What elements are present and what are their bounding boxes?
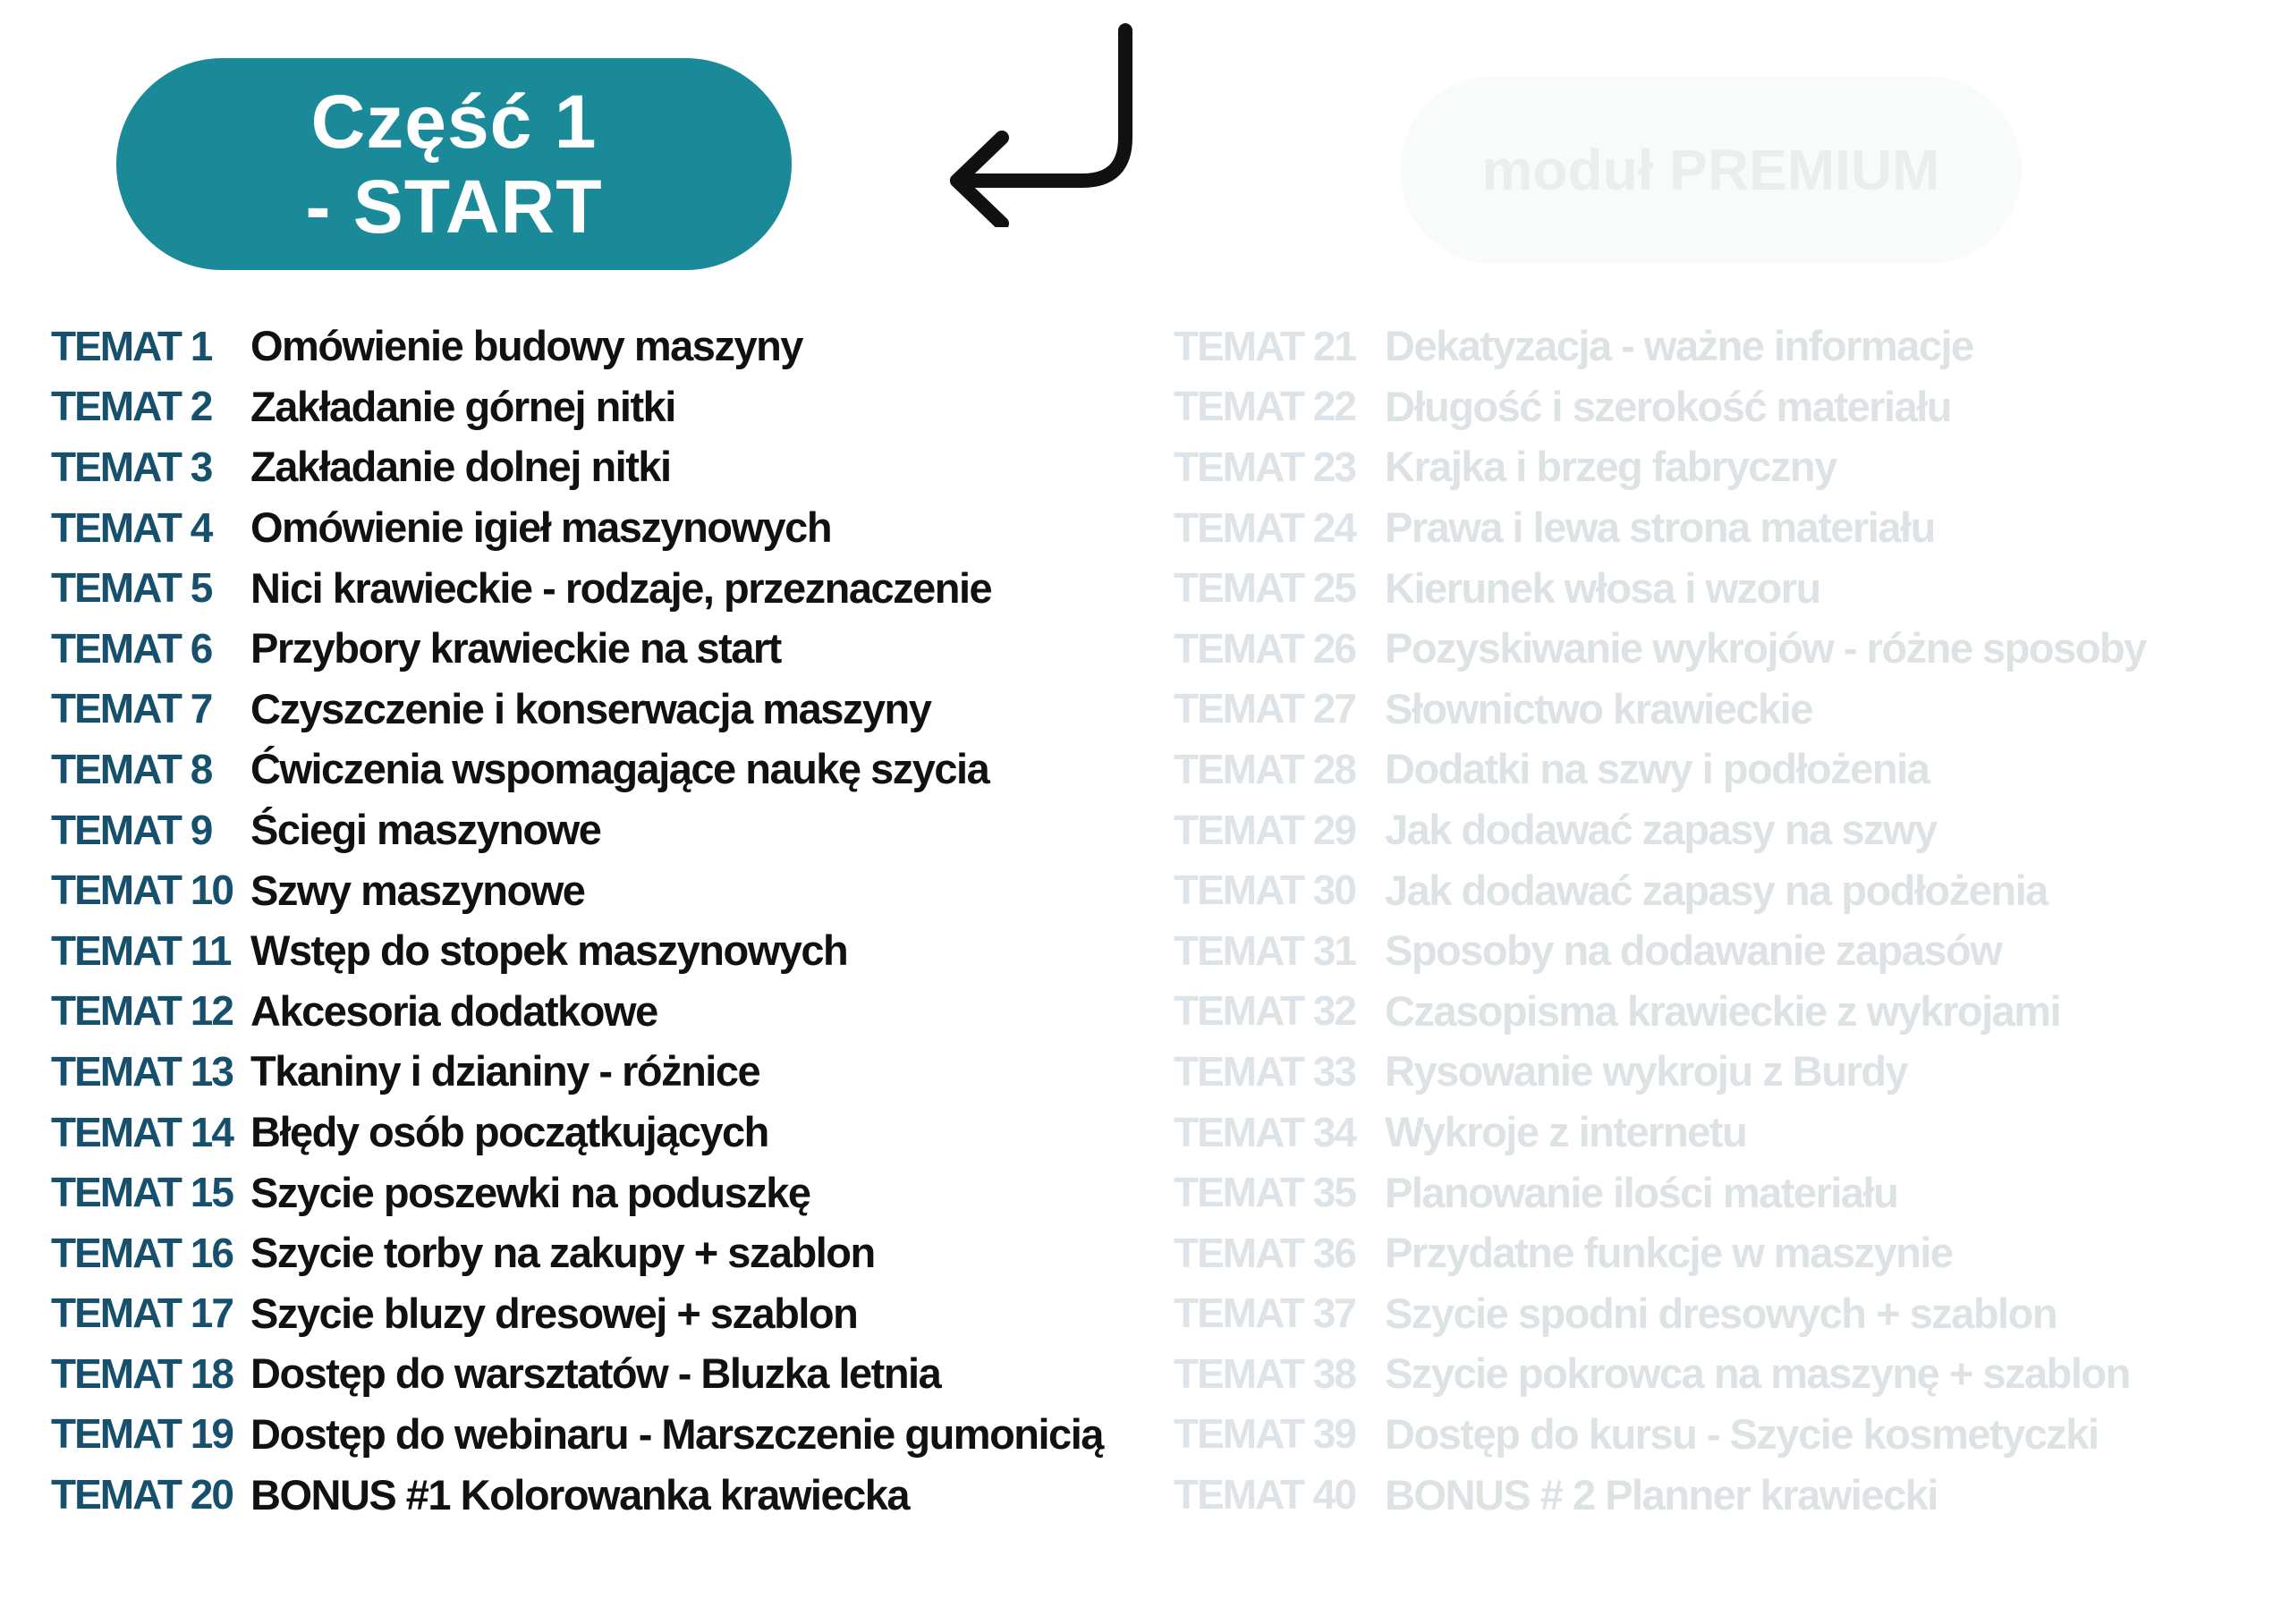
topic-title: Krajka i brzeg fabryczny: [1385, 443, 1836, 491]
topic-title: Czasopisma krawieckie z wykrojami: [1385, 986, 2061, 1035]
topic-number: TEMAT 2: [51, 383, 212, 430]
topic-row: [51, 679, 1103, 740]
topic-title: Pozyskiwanie wykrojów - różne sposoby: [1385, 624, 2146, 672]
topic-number: TEMAT 19: [51, 1410, 233, 1458]
topic-number: TEMAT 8: [51, 745, 212, 792]
topic-title: Sposoby na dodawanie zapasów: [1385, 926, 2002, 975]
topic-title: Przybory krawieckie na start: [250, 624, 781, 672]
topic-row: [1174, 739, 2146, 799]
topic-title: Szycie bluzy dresowej + szablon: [250, 1289, 858, 1337]
topic-number: TEMAT 23: [1174, 443, 1355, 490]
topic-number: TEMAT 17: [51, 1290, 233, 1337]
topic-number: TEMAT 34: [1174, 1108, 1355, 1155]
topic-row: [1174, 1041, 2146, 1102]
topic-number: TEMAT 24: [1174, 503, 1355, 551]
topic-number: TEMAT 13: [51, 1047, 233, 1095]
topic-number: TEMAT 40: [1174, 1471, 1355, 1518]
topic-number: TEMAT 27: [1174, 685, 1355, 732]
topic-number: TEMAT 7: [51, 685, 212, 732]
topic-number: TEMAT 12: [51, 987, 233, 1035]
topic-title: Dodatki na szwy i podłożenia: [1385, 745, 1930, 793]
topic-title: Błędy osób początkujących: [250, 1108, 768, 1156]
topic-row: [1174, 557, 2146, 618]
topic-row: [51, 1343, 1103, 1404]
topic-row: [1174, 618, 2146, 679]
topic-title: Planowanie ilości materiału: [1385, 1168, 1898, 1216]
topic-number: TEMAT 14: [51, 1108, 233, 1155]
topic-row: [51, 1041, 1103, 1102]
topic-title: Dostęp do kursu - Szycie kosmetyczki: [1385, 1409, 2099, 1458]
topic-title: Omówienie igieł maszynowych: [250, 503, 832, 552]
topic-number: TEMAT 26: [1174, 624, 1355, 672]
part1-badge: [116, 58, 792, 270]
topic-row: [1174, 679, 2146, 740]
topic-row: [1174, 1102, 2146, 1163]
topic-title: Szycie pokrowca na maszynę + szablon: [1385, 1349, 2130, 1398]
topic-title: Akcesoria dodatkowe: [250, 986, 657, 1035]
topic-title: Czyszczenie i konserwacja maszyny: [250, 684, 931, 732]
topic-number: TEMAT 10: [51, 867, 233, 914]
topic-row: [51, 618, 1103, 679]
part1-badge-line2: - START: [305, 164, 603, 249]
topic-number: TEMAT 39: [1174, 1410, 1355, 1458]
topic-number: TEMAT 15: [51, 1169, 233, 1216]
return-arrow-icon: [930, 21, 1145, 227]
topic-number: TEMAT 6: [51, 624, 212, 672]
topic-number: TEMAT 30: [1174, 867, 1355, 914]
topic-number: TEMAT 5: [51, 564, 212, 612]
topic-row: [51, 557, 1103, 618]
topic-title: Dostęp do webinaru - Marszczenie gumonicią: [250, 1409, 1103, 1458]
topic-title: Szwy maszynowe: [250, 866, 585, 914]
topic-number: TEMAT 22: [1174, 383, 1355, 430]
topic-row: [51, 376, 1103, 437]
topic-number: TEMAT 21: [1174, 322, 1355, 369]
part1-topic-list: [51, 316, 1103, 1525]
topic-title: Słownictwo krawieckie: [1385, 684, 1812, 732]
topic-row: [51, 436, 1103, 497]
topic-title: Przydatne funkcje w maszynie: [1385, 1229, 1953, 1277]
topic-number: TEMAT 32: [1174, 987, 1355, 1035]
topic-number: TEMAT 28: [1174, 745, 1355, 792]
topic-row: [1174, 497, 2146, 558]
topic-title: Wstęp do stopek maszynowych: [250, 926, 848, 975]
topic-title: Ćwiczenia wspomagające naukę szycia: [250, 745, 989, 793]
topic-row: [51, 1162, 1103, 1222]
topic-row: [51, 497, 1103, 558]
topic-title: Jak dodawać zapasy na szwy: [1385, 806, 1937, 854]
topic-row: [1174, 1222, 2146, 1283]
topic-row: [1174, 436, 2146, 497]
topic-number: TEMAT 37: [1174, 1290, 1355, 1337]
topic-number: TEMAT 29: [1174, 806, 1355, 853]
topic-title: Rysowanie wykroju z Burdy: [1385, 1047, 1908, 1095]
topic-row: [51, 799, 1103, 860]
topic-row: [51, 1222, 1103, 1283]
topic-number: TEMAT 1: [51, 322, 212, 369]
topic-number: TEMAT 20: [51, 1471, 233, 1518]
topic-title: Prawa i lewa strona materiału: [1385, 503, 1935, 552]
topic-row: [1174, 1343, 2146, 1404]
topic-title: BONUS # 2 Planner krawiecki: [1385, 1470, 1938, 1518]
topic-row: [1174, 1283, 2146, 1344]
topic-number: TEMAT 33: [1174, 1047, 1355, 1095]
premium-badge: [1400, 76, 2022, 264]
topic-number: TEMAT 18: [51, 1349, 233, 1397]
topic-title: Szycie poszewki na poduszkę: [250, 1168, 810, 1216]
topic-title: Zakładanie dolnej nitki: [250, 443, 671, 491]
topic-row: [51, 1102, 1103, 1163]
topic-row: [51, 981, 1103, 1042]
topic-row: [51, 859, 1103, 920]
premium-topic-list: [1174, 316, 2146, 1525]
part1-badge-line1: Część 1: [310, 80, 598, 165]
topic-number: TEMAT 35: [1174, 1169, 1355, 1216]
topic-title: Dostęp do warsztatów - Bluzka letnia: [250, 1349, 941, 1398]
topic-number: TEMAT 31: [1174, 926, 1355, 974]
topic-number: TEMAT 38: [1174, 1349, 1355, 1397]
topic-number: TEMAT 3: [51, 443, 212, 490]
topic-row: [51, 1404, 1103, 1465]
topic-row: [1174, 1464, 2146, 1525]
topic-number: TEMAT 9: [51, 806, 212, 853]
topic-row: [1174, 316, 2146, 376]
topic-row: [1174, 1162, 2146, 1222]
premium-badge-label: moduł PREMIUM: [1481, 138, 1940, 202]
topic-title: BONUS #1 Kolorowanka krawiecka: [250, 1470, 910, 1518]
topic-title: Kierunek włosa i wzoru: [1385, 563, 1820, 612]
topic-number: TEMAT 4: [51, 503, 212, 551]
topic-row: [51, 316, 1103, 376]
topic-title: Jak dodawać zapasy na podłożenia: [1385, 866, 2048, 914]
topic-row: [1174, 981, 2146, 1042]
topic-number: TEMAT 36: [1174, 1229, 1355, 1276]
topic-title: Ściegi maszynowe: [250, 806, 601, 854]
topic-title: Dekatyzacja - ważne informacje: [1385, 322, 1973, 370]
topic-row: [1174, 799, 2146, 860]
topic-title: Wykroje z internetu: [1385, 1108, 1747, 1156]
topic-title: Omówienie budowy maszyny: [250, 322, 802, 370]
topic-title: Szycie spodni dresowych + szablon: [1385, 1289, 2057, 1337]
topic-title: Długość i szerokość materiału: [1385, 382, 1952, 430]
topic-title: Tkaniny i dzianiny - różnice: [250, 1047, 760, 1095]
topic-row: [1174, 376, 2146, 437]
topic-row: [1174, 920, 2146, 981]
topic-row: [51, 920, 1103, 981]
topic-row: [1174, 859, 2146, 920]
topic-title: Szycie torby na zakupy + szablon: [250, 1229, 875, 1277]
topic-title: Nici krawieckie - rodzaje, przeznaczenie: [250, 563, 992, 612]
topic-number: TEMAT 16: [51, 1229, 233, 1276]
topic-number: TEMAT 11: [51, 926, 231, 974]
topic-title: Zakładanie górnej nitki: [250, 382, 675, 430]
topic-row: [51, 1464, 1103, 1525]
topic-row: [51, 739, 1103, 799]
topic-number: TEMAT 25: [1174, 564, 1355, 612]
topic-row: [51, 1283, 1103, 1344]
topic-row: [1174, 1404, 2146, 1465]
